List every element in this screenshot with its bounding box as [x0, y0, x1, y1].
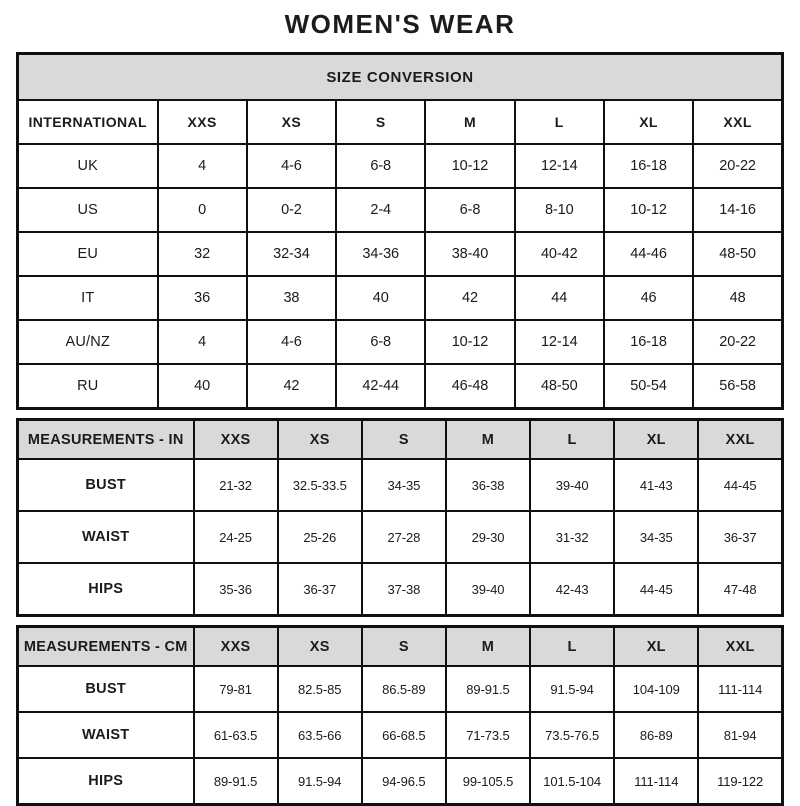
cell: 20-22	[693, 320, 782, 364]
cell: 101.5-104	[530, 758, 614, 805]
row-label-us: US	[18, 188, 158, 232]
cell: 31-32	[530, 511, 614, 563]
cell: 89-91.5	[446, 666, 530, 712]
cell: 66-68.5	[362, 712, 446, 758]
cell: 63.5-66	[278, 712, 362, 758]
table-row	[18, 712, 783, 758]
cell: 40	[158, 364, 247, 409]
table-row	[18, 144, 783, 188]
cell: 29-30	[446, 511, 530, 563]
cell: 38	[247, 276, 336, 320]
col-header-xxl: XXL	[693, 100, 782, 144]
cell: 44	[515, 276, 604, 320]
cell: 6-8	[336, 144, 425, 188]
col-header-xxs: XXS	[194, 627, 278, 667]
col-header-xl: XL	[614, 420, 698, 460]
page-title: WOMEN'S WEAR	[284, 9, 516, 39]
cell: 32-34	[247, 232, 336, 276]
col-header-xs: XS	[247, 100, 336, 144]
size-conversion-table	[16, 52, 784, 410]
row-label-bust: BUST	[18, 459, 194, 511]
table-row	[18, 364, 783, 409]
table-row	[18, 276, 783, 320]
cell: 73.5-76.5	[530, 712, 614, 758]
col-header-l: L	[515, 100, 604, 144]
cell: 6-8	[425, 188, 514, 232]
cell: 42-43	[530, 563, 614, 616]
cell: 94-96.5	[362, 758, 446, 805]
cell: 10-12	[425, 320, 514, 364]
row-label-aunz: AU/NZ	[18, 320, 158, 364]
cell: 10-12	[604, 188, 693, 232]
row-label-waist: WAIST	[18, 712, 194, 758]
measurements-in-header: MEASUREMENTS - IN	[18, 420, 194, 460]
row-label-hips: HIPS	[18, 563, 194, 616]
cell: 99-105.5	[446, 758, 530, 805]
col-header-xxs: XXS	[194, 420, 278, 460]
cell: 86-89	[614, 712, 698, 758]
cell: 36-37	[278, 563, 362, 616]
cell: 42	[425, 276, 514, 320]
cell: 36-37	[698, 511, 782, 563]
cell: 48-50	[515, 364, 604, 409]
cell: 21-32	[194, 459, 278, 511]
cell: 4-6	[247, 320, 336, 364]
cell: 38-40	[425, 232, 514, 276]
cell: 44-45	[614, 563, 698, 616]
cell: 4	[158, 320, 247, 364]
row-label-ru: RU	[18, 364, 158, 409]
cell: 10-12	[425, 144, 514, 188]
cell: 12-14	[515, 320, 604, 364]
col-header-xl: XL	[614, 627, 698, 667]
cell: 91.5-94	[530, 666, 614, 712]
cell: 42	[247, 364, 336, 409]
col-header-xs: XS	[278, 627, 362, 667]
cell: 37-38	[362, 563, 446, 616]
col-header-xxs: XXS	[158, 100, 247, 144]
cell: 16-18	[604, 320, 693, 364]
size-conversion-header: SIZE CONVERSION	[18, 54, 783, 101]
cell: 48-50	[693, 232, 782, 276]
cell: 111-114	[698, 666, 782, 712]
cell: 50-54	[604, 364, 693, 409]
cell: 89-91.5	[194, 758, 278, 805]
cell: 12-14	[515, 144, 604, 188]
cell: 24-25	[194, 511, 278, 563]
cell: 20-22	[693, 144, 782, 188]
cell: 61-63.5	[194, 712, 278, 758]
measurements-cm-header: MEASUREMENTS - CM	[18, 627, 194, 667]
table-row	[18, 563, 783, 616]
row-label-bust: BUST	[18, 666, 194, 712]
cell: 27-28	[362, 511, 446, 563]
cell: 14-16	[693, 188, 782, 232]
cell: 34-36	[336, 232, 425, 276]
cell: 32	[158, 232, 247, 276]
col-header-xs: XS	[278, 420, 362, 460]
cell: 34-35	[614, 511, 698, 563]
table-row	[18, 320, 783, 364]
table-row	[18, 459, 783, 511]
table-row	[18, 511, 783, 563]
cell: 16-18	[604, 144, 693, 188]
col-header-m: M	[425, 100, 514, 144]
cell: 32.5-33.5	[278, 459, 362, 511]
table-row	[18, 666, 783, 712]
cell: 25-26	[278, 511, 362, 563]
cell: 44-45	[698, 459, 782, 511]
cell: 86.5-89	[362, 666, 446, 712]
row-label-eu: EU	[18, 232, 158, 276]
col-header-xl: XL	[604, 100, 693, 144]
cell: 81-94	[698, 712, 782, 758]
col-header-xxl: XXL	[698, 420, 782, 460]
col-header-xxl: XXL	[698, 627, 782, 667]
cell: 39-40	[446, 563, 530, 616]
row-label-hips: HIPS	[18, 758, 194, 805]
table-row	[18, 420, 783, 460]
table-row	[18, 54, 783, 101]
table-row	[18, 758, 783, 805]
cell: 0-2	[247, 188, 336, 232]
table-row	[18, 232, 783, 276]
table-row	[18, 100, 783, 144]
measurements-cm-table	[16, 625, 784, 806]
table-row	[18, 188, 783, 232]
cell: 8-10	[515, 188, 604, 232]
cell: 71-73.5	[446, 712, 530, 758]
measurements-in-table	[16, 418, 784, 617]
cell: 48	[693, 276, 782, 320]
row-label-uk: UK	[18, 144, 158, 188]
col-header-m: M	[446, 420, 530, 460]
col-header-l: L	[530, 627, 614, 667]
col-header-international: INTERNATIONAL	[18, 100, 158, 144]
cell: 46	[604, 276, 693, 320]
cell: 0	[158, 188, 247, 232]
cell: 91.5-94	[278, 758, 362, 805]
cell: 35-36	[194, 563, 278, 616]
cell: 34-35	[362, 459, 446, 511]
cell: 104-109	[614, 666, 698, 712]
cell: 40-42	[515, 232, 604, 276]
cell: 42-44	[336, 364, 425, 409]
cell: 82.5-85	[278, 666, 362, 712]
cell: 36	[158, 276, 247, 320]
cell: 44-46	[604, 232, 693, 276]
cell: 39-40	[530, 459, 614, 511]
cell: 2-4	[336, 188, 425, 232]
cell: 111-114	[614, 758, 698, 805]
cell: 6-8	[336, 320, 425, 364]
cell: 56-58	[693, 364, 782, 409]
table-row	[18, 627, 783, 667]
cell: 41-43	[614, 459, 698, 511]
cell: 79-81	[194, 666, 278, 712]
row-label-it: IT	[18, 276, 158, 320]
cell: 4	[158, 144, 247, 188]
cell: 40	[336, 276, 425, 320]
col-header-s: S	[362, 420, 446, 460]
cell: 47-48	[698, 563, 782, 616]
col-header-s: S	[362, 627, 446, 667]
row-label-waist: WAIST	[18, 511, 194, 563]
cell: 119-122	[698, 758, 782, 805]
col-header-l: L	[530, 420, 614, 460]
col-header-s: S	[336, 100, 425, 144]
cell: 36-38	[446, 459, 530, 511]
cell: 4-6	[247, 144, 336, 188]
col-header-m: M	[446, 627, 530, 667]
cell: 46-48	[425, 364, 514, 409]
